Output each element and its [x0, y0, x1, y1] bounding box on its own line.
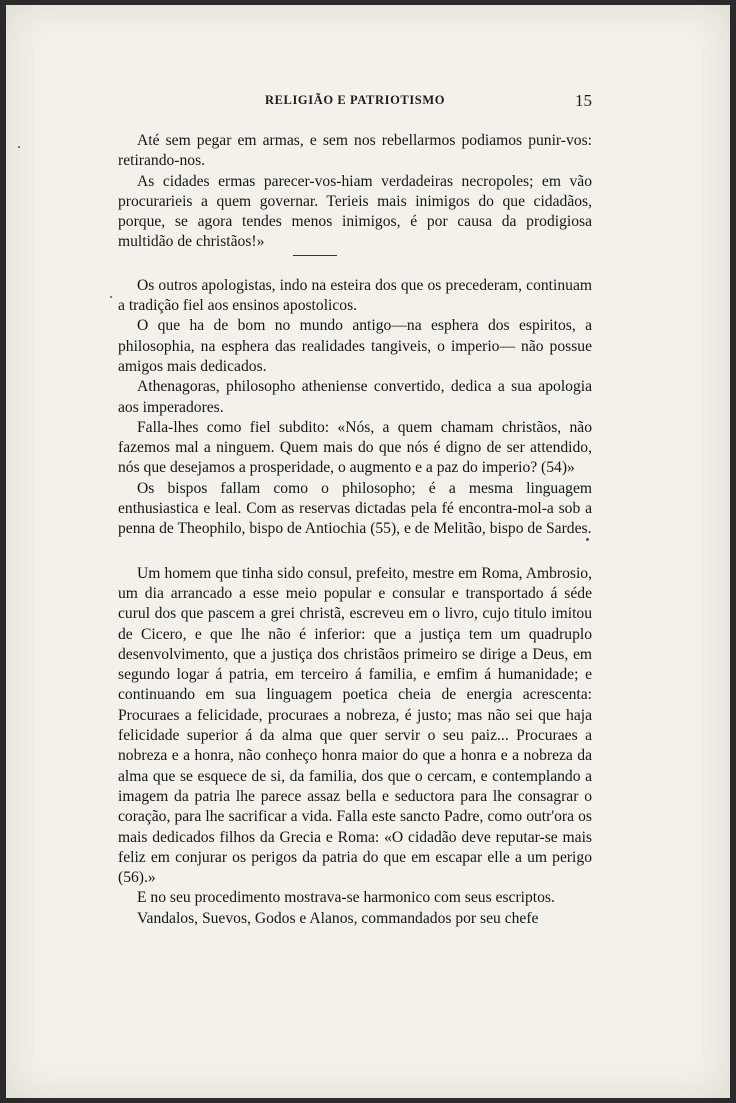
paragraph: E no seu procedimento mostrava-se harmonico com seus escriptos.: [137, 889, 555, 907]
paragraph: As cidades ermas parecer-vos-hiam verdadeiras necropoles; em vão procurarieis a quem governar. Terieis mais inimigos do que cidadãos, porque, se agora tendes menos inimigos, é por causa da prodigiosa multidão de christãos!»: [118, 172, 592, 251]
print-speck: [18, 146, 20, 148]
paragraph: Os bispos fallam como o philosopho; é a mesma linguagem enthusiastica e leal. Com as reservas dictadas pela fé encontra-mol-a sob a penna de Theophilo, bispo de Antiochia (55), e de Melitão, bispo de Sardes.: [118, 479, 592, 538]
running-title: RELIGIÃO E PATRIOTISMO: [264, 93, 446, 107]
paragraph: Um homem que tinha sido consul, prefeito, mestre em Roma, Ambrosio, um dia arrancado a esse meio popular e consular e transportado á séde curul dos que pascem a grei christã, escreveu em o livro, cujo titulo imitou de Cicero, e que lhe não é inferior: que a justiça tem um quadruplo desenvolvimento, que a justiça dos christãos primeiro se dirige a Deus, em segundo logar á patria, em terceiro á familia, e emfim á humanidade; e continuando em sua linguagem poetica cheia de energia acrescenta: Procuraes a felicidade, procuraes a nobreza, é justo; mas não sei que haja felicidade superior á da alma que quer servir o seu paiz... Procuraes a nobreza e a honra, não conheço honra maior do que a honra e a nobreza da alma que se esquece de si, da familia, dos que o cercam, e contemplando a imagem da patria lhe parece assaz bella e seductora para lhe consagrar o coração, para lhe sacrificar a vida. Falla este sancto Padre, como outr'ora os mais dedicados filhos da Grecia e Roma: «O cidadão deve reputar-se mais feliz em conjurar os perigos da patria do que em escapar elle a um perigo (56).»: [118, 564, 592, 887]
paragraph: O que ha de bom no mundo antigo—na esphera dos espiritos, a philosophia, na esphera das realidades tangiveis, o imperio— não possue amigos mais dedicados.: [118, 317, 592, 375]
separator-rule: [293, 255, 337, 256]
paragraph: Athenagoras, philosopho atheniense convertido, dedica a sua apologia aos imperadores.: [118, 378, 592, 416]
page-header: [118, 91, 592, 113]
paragraph: Os outros apologistas, indo na esteira dos que os precederam, continuam a tradição fiel aos ensinos apostolicos.: [118, 276, 592, 315]
print-speck: [110, 296, 112, 298]
print-speck: [586, 538, 589, 541]
book-page: [6, 5, 730, 1098]
page-number: 15: [575, 91, 592, 110]
paragraph: Falla-lhes como fiel subdito: «Nós, a quem chamam christãos, não fazemos mal a ninguem. Quem mais do que nós é digno de ser attendido, nós que desejamos a prosperidade, o augmento e a paz do imperio? (54)»: [118, 418, 592, 477]
paragraph: Vandalos, Suevos, Godos e Alanos, commandados por seu chefe: [137, 909, 539, 927]
paragraph: Até sem pegar em armas, e sem nos rebellarmos podiamos punir-vos: retirando-nos.: [118, 132, 592, 170]
body-text: [118, 131, 592, 929]
